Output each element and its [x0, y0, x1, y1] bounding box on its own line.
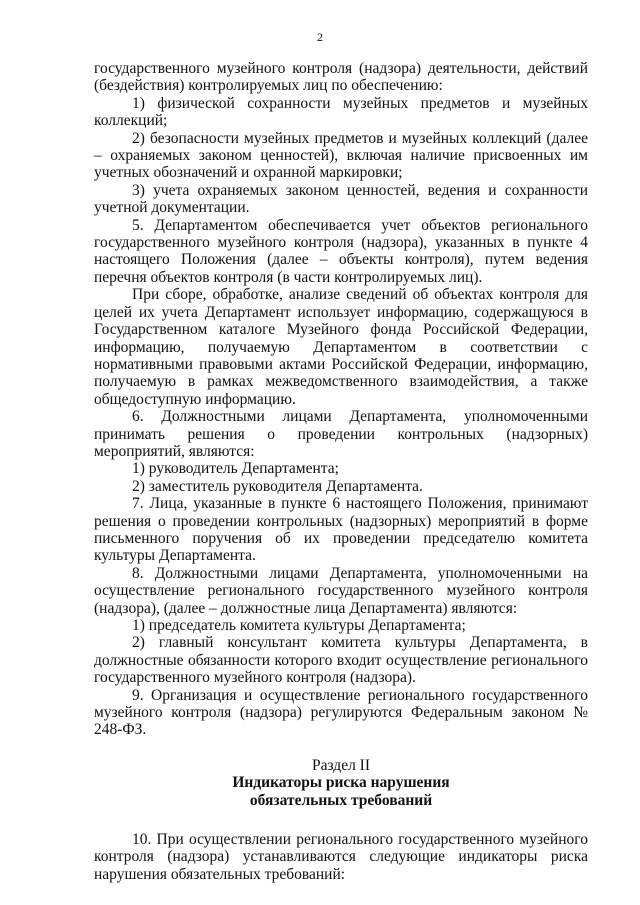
section-heading	[94, 757, 588, 809]
paragraph: 7. Лица, указанные в пункте 6 настоящего Положения, принимают решения о проведении контрольных (надзорных) мероприятий в форме письменного поручения об их проведении председателю комитета культуры Департамента.	[94, 495, 588, 565]
paragraphs-before-section	[94, 60, 588, 739]
paragraph: 2) безопасности музейных предметов и музейных коллекций (далее – охраняемых законом ценностей), включая наличие присвоенных им учетных обозначений и охранной маркировки;	[94, 129, 588, 182]
paragraph: 1) руководитель Департамента;	[132, 460, 339, 478]
paragraph: 2) главный консультант комитета культуры Департамента, в должностные обязанности которого входит осуществление регионального государственного музейного контроля (надзора).	[94, 634, 588, 687]
paragraph: 1) физической сохранности музейных предметов и музейных коллекций;	[94, 94, 588, 130]
page-number: 2	[317, 30, 323, 44]
section-title-line-1: Индикаторы риска нарушения	[232, 774, 450, 792]
section-number: Раздел II	[311, 756, 371, 774]
paragraph: 3) учета охраняемых законом ценностей, ведения и сохранности учетной документации.	[94, 181, 588, 217]
paragraphs-after-section	[94, 831, 588, 883]
paragraph: 10. При осуществлении регионального государственного музейного контроля (надзора) устанавливаются следующие индикаторы риска нарушения обязательных требований:	[94, 831, 588, 883]
paragraph: государственного музейного контроля (надзора) деятельности, действий (бездействия) контролируемых лиц по обеспечению:	[94, 60, 588, 95]
paragraph: 8. Должностными лицами Департамента, уполномоченными на осуществление регионального государственного музейного контроля (надзора), (далее – должностные лица Департамента) являются:	[94, 564, 588, 617]
paragraph: 2) заместитель руководителя Департамента.	[132, 477, 423, 495]
section-title-line-2: обязательных требований	[249, 791, 433, 809]
paragraph: 5. Департаментом обеспечивается учет объектов регионального государственного музейного контроля (надзора), указанных в пункте 4 настоящего Положения (далее – объекты контроля), путем ведения перечня объектов контроля (в части контролируемых лиц).	[94, 216, 588, 286]
paragraph: 1) председатель комитета культуры Департамента;	[132, 617, 466, 634]
paragraph: При сборе, обработке, анализе сведений об объектах контроля для целей их учета Департамент использует информацию, содержащуюся в Государственном каталоге Музейного фонда Российской Федерации, информацию, получаемую Департаментом в соответствии с нормативными правовыми актами Российской Федерации, информацию, получаемую в рамках межведомственного взаимодействия, а также общедоступную информацию.	[94, 286, 588, 408]
paragraph: 9. Организация и осуществление регионального государственного музейного контроля (надзора) регулируются Федеральным законом № 248-ФЗ.	[94, 686, 588, 739]
paragraph: 6. Должностными лицами Департамента, уполномоченными принимать решения о проведении контрольных (надзорных) мероприятий, являются:	[94, 408, 588, 460]
document-body	[94, 60, 588, 883]
